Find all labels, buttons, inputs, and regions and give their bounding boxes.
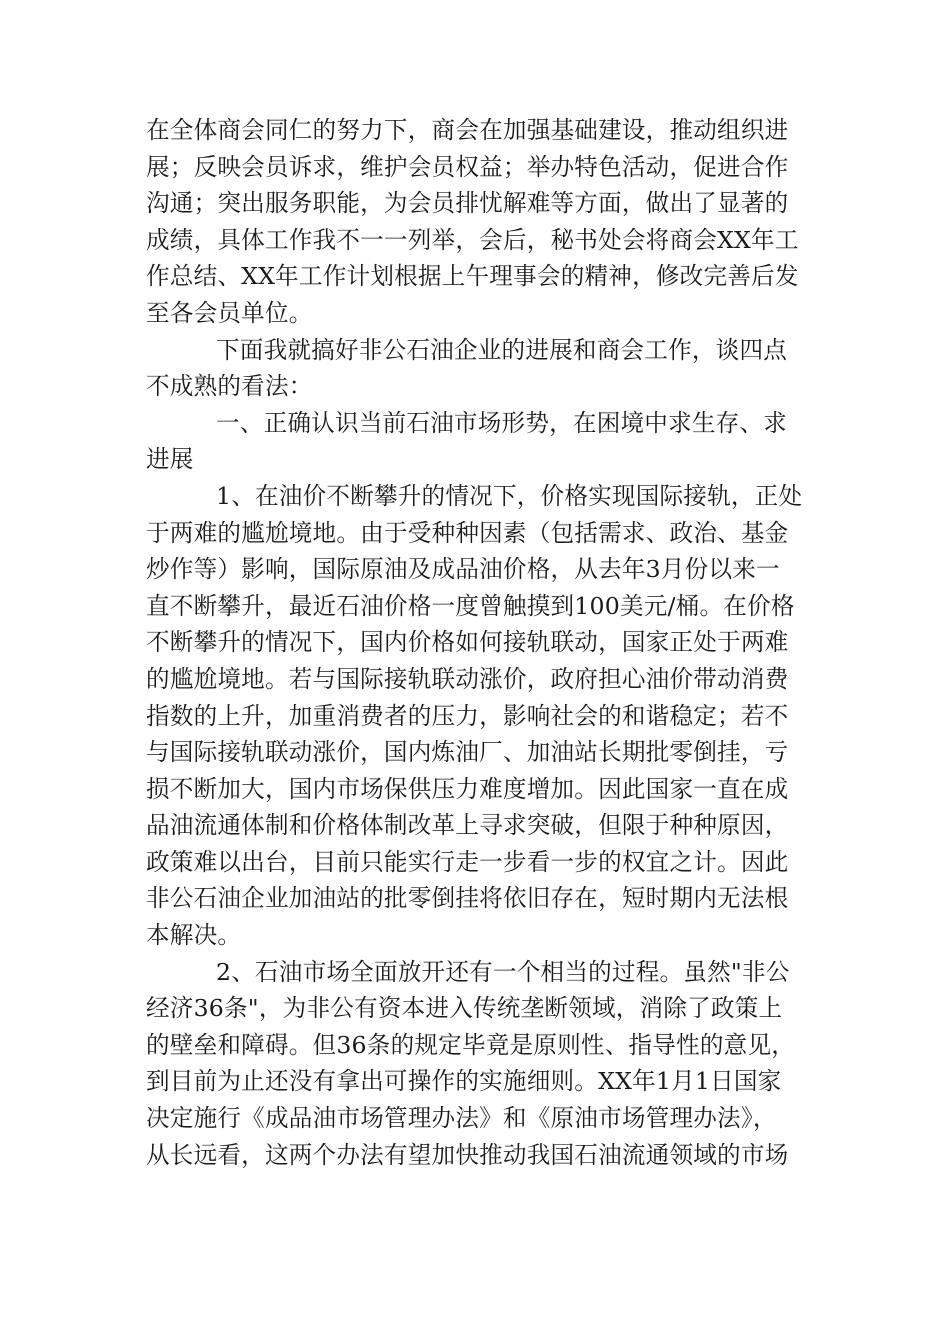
text-line: 从长远看，这两个办法有望加快推动我国石油流通领域的市场 [146, 1140, 789, 1169]
text-line: 政策难以出台，目前只能实行走一步看一步的权宜之计。因此 [146, 847, 789, 876]
paragraph-p2 [146, 332, 806, 405]
text-line: 在全体商会同仁的努力下，商会在加强基础建设，推动组织进 [146, 116, 789, 144]
text-line: 非公石油企业加油站的批零倒挂将依旧存在，短时期内无法根 [146, 884, 789, 913]
text-line: 到目前为止还没有拿出可操作的实施细则。XX年1月1日国家 [146, 1067, 782, 1096]
document-body [146, 112, 806, 1173]
text-line: 的尴尬境地。若与国际接轨联动涨价，政府担心油价带动消费 [146, 664, 789, 693]
text-line: 下面我就搞好非公石油企业的进展和商会工作，谈四点 [216, 335, 788, 364]
text-line: 品油流通体制和价格体制改革上寻求突破，但限于种种原因， [146, 811, 789, 840]
paragraph-p3 [146, 405, 806, 478]
text-line: 至各会员单位。 [146, 298, 313, 327]
text-line: 进展 [146, 445, 194, 474]
text-line: 与国际接轨联动涨价，国内炼油厂、加油站长期批零倒挂，亏 [146, 738, 789, 767]
paragraph-p4 [146, 478, 806, 954]
text-line: 直不断攀升，最近石油价格一度曾触摸到100美元/桶。在价格 [146, 591, 795, 620]
text-line: 经济36条"，为非公有资本进入传统垄断领域，消除了政策上 [146, 994, 783, 1023]
text-line: 1、在油价不断攀升的情况下，价格实现国际接轨，正处 [216, 481, 803, 510]
paragraph-p5 [146, 954, 806, 1174]
text-line: 一、正确认识当前石油市场形势，在困境中求生存、求 [216, 408, 788, 437]
text-line: 指数的上升，加重消费者的压力，影响社会的和谐稳定；若不 [146, 701, 789, 730]
text-line: 炒作等）影响，国际原油及成品油价格，从去年3月份以来一 [146, 555, 780, 584]
text-line: 损不断加大，国内市场保供压力难度增加。因此国家一直在成 [146, 774, 789, 803]
text-line: 不成熟的看法： [146, 372, 313, 401]
text-line: 的壁垒和障碍。但36条的规定毕竟是原则性、指导性的意见， [146, 1030, 796, 1059]
text-line: 成绩，具体工作我不一一列举，会后，秘书处会将商会XX年工 [146, 225, 799, 254]
text-line: 本解决。 [146, 921, 242, 950]
text-line: 不断攀升的情况下，国内价格如何接轨联动，国家正处于两难 [146, 628, 789, 657]
text-line: 于两难的尴尬境地。由于受种种因素（包括需求、政治、基金 [146, 518, 789, 547]
text-line: 沟通；突出服务职能，为会员排忧解难等方面，做出了显著的 [146, 189, 789, 218]
text-line: 2、石油市场全面放开还有一个相当的过程。虽然"非公 [216, 957, 790, 986]
text-line: 展；反映会员诉求，维护会员权益；举办特色活动，促进合作 [146, 152, 789, 181]
text-line: 决定施行《成品油市场管理办法》和《原油市场管理办法》， [146, 1104, 777, 1133]
text-line: 作总结、XX年工作计划根据上午理事会的精神，修改完善后发 [146, 262, 799, 291]
paragraph-p1 [146, 112, 806, 332]
